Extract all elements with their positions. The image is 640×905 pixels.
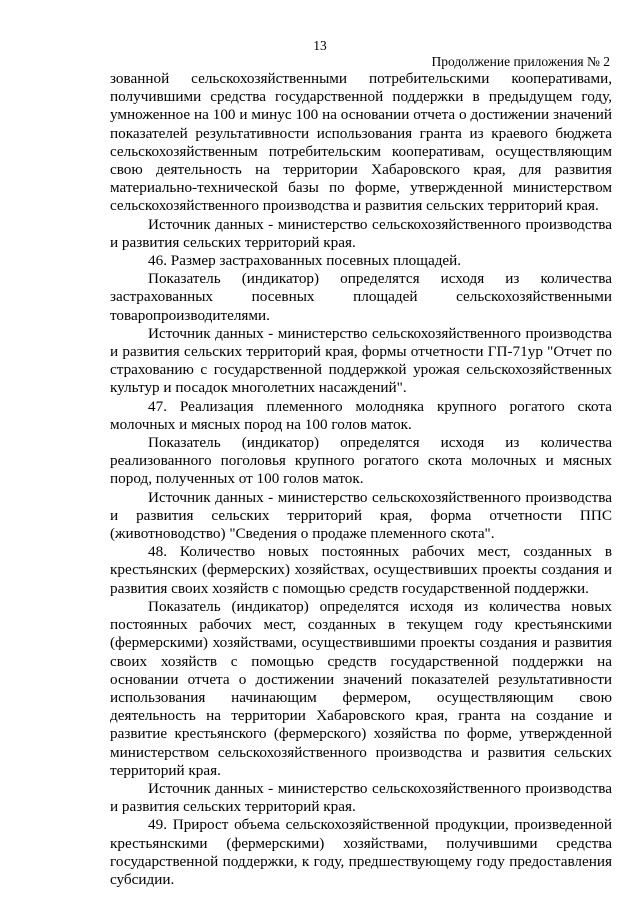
document-body bbox=[110, 70, 612, 889]
paragraph-item-47: 47. Реализация племенного молодняка крупного рогатого скота молочных и мясных пород на 100 голов маток. bbox=[110, 397, 612, 433]
paragraph-indicator: Показатель (индикатор) определятся исходя из количества застрахованных посевных площадей сельскохозяйственными товаропроизводителями. bbox=[110, 270, 612, 324]
paragraph-continuation: зованной сельскохозяйственными потребительскими кооперативами, получившими средства государственной поддержки в предыдущем году, умноженное на 100 и минус 100 на основании отчета о достижении значений показателей результативности использования гранта из краевого бюджета сельскохозяйственным потребительским кооперативам, осуществляющим свою деятельность на территории Хабаровского края, для развития материально-технической базы по форме, утвержденной министерством сельскохозяйственного производства и развития сельских территорий края. bbox=[110, 70, 612, 215]
paragraph-item-49: 49. Прирост объема сельскохозяйственной продукции, произведенной крестьянскими (фермерскими) хозяйствами, получившими средства государственной поддержки, к году, предшествующему году предоставления субсидии. bbox=[110, 816, 612, 888]
paragraph-data-source: Источник данных - министерство сельскохозяйственного производства и развития сельских территорий края, форма отчетности ППС (животноводство) "Сведения о продаже племенного скота". bbox=[110, 488, 612, 543]
page-number: 13 bbox=[313, 38, 327, 53]
paragraph-item-48: 48. Количество новых постоянных рабочих мест, созданных в крестьянских (фермерских) хозяйствах, осуществивших проекты создания и развития своих хозяйств с помощью средств государственной поддержки. bbox=[110, 543, 612, 597]
paragraph-data-source: Источник данных - министерство сельскохозяйственного производства и развития сельских территорий края, формы отчетности ГП-71ур "Отчет по страхованию с государственной поддержкой урожая сельскохозяйственных культур и посадок многолетних насаждений". bbox=[110, 324, 612, 397]
paragraph-data-source: Источник данных - министерство сельскохозяйственного производства и развития сельских территорий края. bbox=[110, 779, 612, 816]
paragraph-indicator: Показатель (индикатор) определятся исходя из количества новых постоянных рабочих мест, созданных в текущем году крестьянскими (фермерскими) хозяйствами, осуществившими проекты создания и развития своих хозяйств с помощью средств государственной поддержки на основании отчета о достижении значений показателей результативности использования начинающим фермером, осуществляющим свою деятельность на территории Хабаровского края, гранта на создание и развитие крестьянского (фермерского) хозяйства по форме, утвержденной министерством сельскохозяйственного производства и развития сельских территорий края. bbox=[110, 597, 612, 779]
paragraph-data-source: Источник данных - министерство сельскохозяйственного производства и развития сельских территорий края. bbox=[110, 215, 612, 251]
paragraph-item-46: 46. Размер застрахованных посевных площадей. bbox=[148, 252, 462, 270]
appendix-continuation-note: Продолжение приложения № 2 bbox=[431, 54, 610, 69]
paragraph-indicator: Показатель (индикатор) определятся исходя из количества реализованного поголовья крупного рогатого скота молочных и мясных пород, полученных от 100 голов маток. bbox=[110, 434, 612, 488]
